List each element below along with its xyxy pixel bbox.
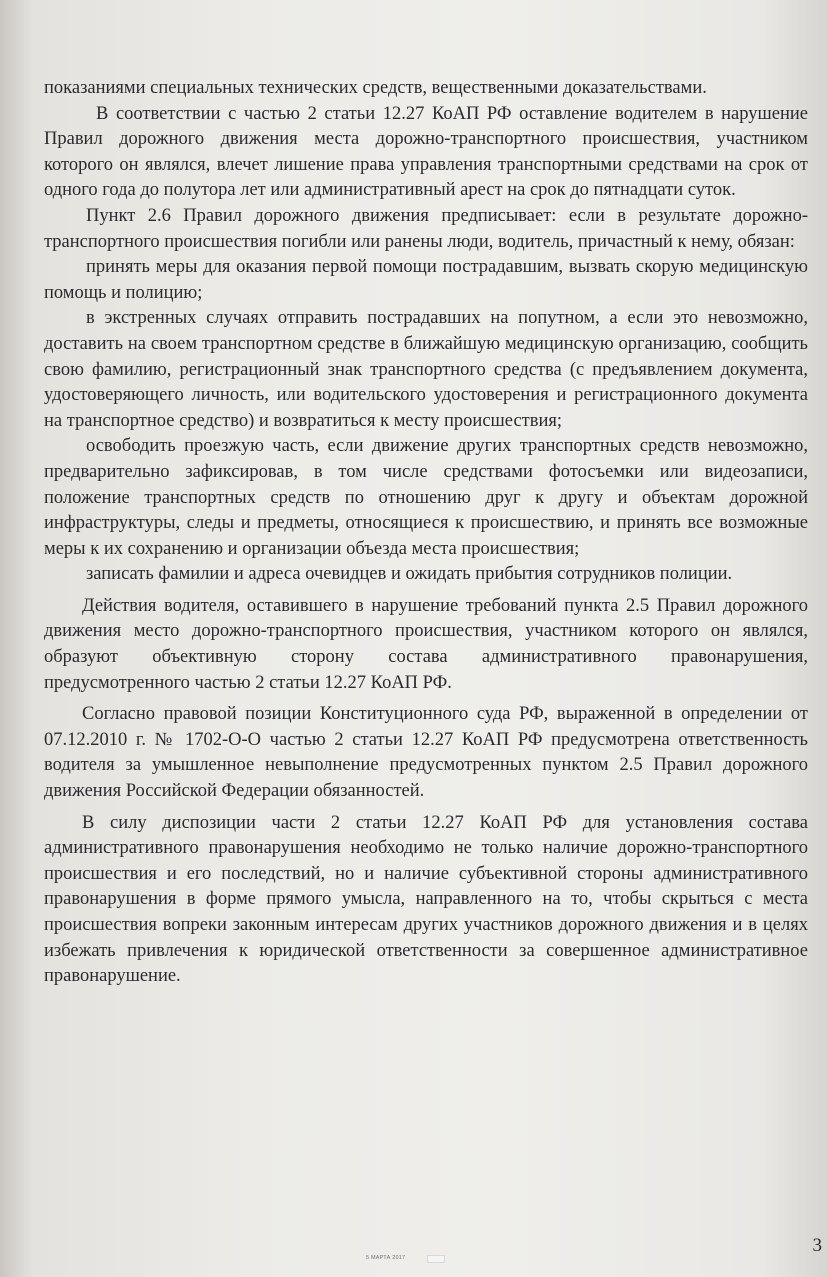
paragraph-4: Действия водителя, оставившего в нарушение требований пункта 2.5 Правил дорожного движения место дорожно-транспортного происшествия, участником которого он являлся, образуют объективную сторону состава административного правонарушения, предусмотренного частью 2 статьи 12.27 КоАП РФ. <box>44 595 808 693</box>
list-item: в экстренных случаях отправить пострадавших на попутном, а если это невозможно, доставить на своем транспортном средстве в ближайшую медицинскую организацию, сообщить свою фамилию, регистрационный знак транспортного средства (с предъявлением документа, удостоверяющего личность, или водительского удостоверения и регистрационного документа на транспортное средство) и возвратиться к месту происшествия; <box>44 308 808 431</box>
paragraph-5: Согласно правовой позиции Конституционного суда РФ, выраженной в определении от 07.12.2010 г. № 1702-О-О частью 2 статьи 12.27 КоАП РФ предусмотрена ответственность водителя за умышленное невыполнение предусмотренных пунктом 2.5 Правил дорожного движения Российской Федерации обязанностей. <box>44 704 808 802</box>
list-item: записать фамилии и адреса очевидцев и ожидать прибытия сотрудников полиции. <box>86 564 733 585</box>
paragraph-1: показаниями специальных технических средств, вещественными доказательствами. <box>44 78 707 98</box>
watermark-text: 5 МАРТА 2017 <box>366 1255 406 1261</box>
paragraph-3: Пункт 2.6 Правил дорожного движения предписывает: если в результате дорожно-транспортного происшествия погибли или ранены люди, водитель, причастный к нему, обязан: <box>44 205 808 252</box>
page-number: 3 <box>812 1235 822 1256</box>
list-item: освободить проезжую часть, если движение других транспортных средств невозможно, предварительно зафиксировав, в том числе средствами фотосъемки или видеозаписи, положение транспортных средств по отношению друг к другу и объектам дорожной инфраструктуры, следы и предметы, относящиеся к происшествию, и принять все возможные меры к их сохранению и организации объезда места происшествия; <box>44 436 808 559</box>
paragraph-6: В силу диспозиции части 2 статьи 12.27 КоАП РФ для установления состава административного правонарушения необходимо не только наличие дорожно-транспортного происшествия и его последствий, но и наличие субъективной стороны административного правонарушения в форме прямого умысла, направленного на то, чтобы скрыться с места происшествия вопреки законным интересам других участников дорожного движения и в целях избежать привлечения к юридической ответственности за совершенное административное правонарушение. <box>44 812 808 987</box>
paragraph-2: В соответствии с частью 2 статьи 12.27 КоАП РФ оставление водителем в нарушение Правил дорожного движения места дорожно-транспортного происшествия, участником которого он являлся, влечет лишение права управления транспортными средствами на срок от одного года до полутора лет или административный арест на срок до пятнадцати суток. <box>44 103 808 201</box>
list-item: принять меры для оказания первой помощи пострадавшим, вызвать скорую медицинскую помощь и полицию; <box>44 257 808 303</box>
document-page <box>44 76 808 990</box>
watermark-logo <box>427 1255 445 1263</box>
